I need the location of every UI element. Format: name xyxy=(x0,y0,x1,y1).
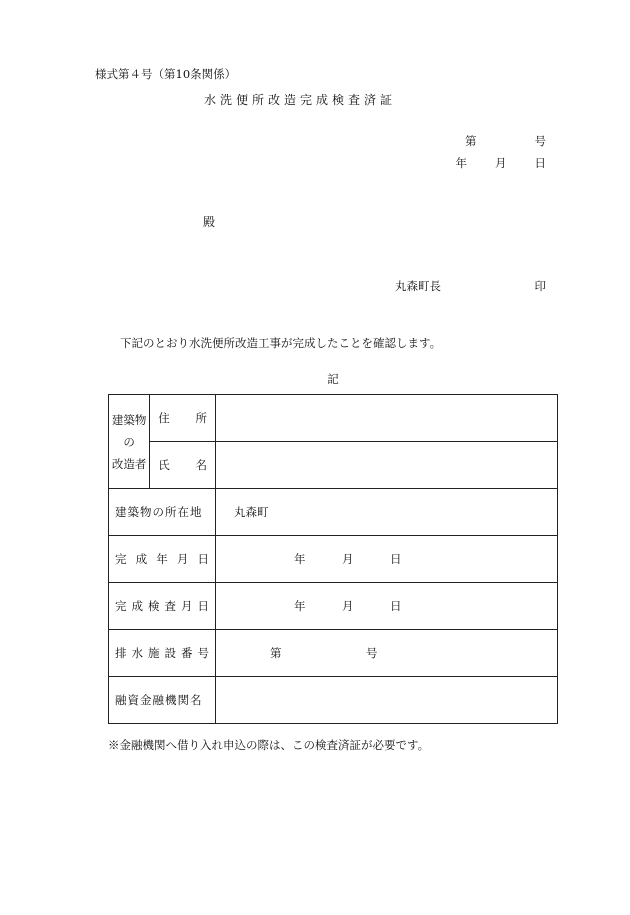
location-label: 建築物の所在地 xyxy=(109,489,216,536)
table-row xyxy=(109,442,558,489)
location-value: 丸森町 xyxy=(234,505,269,519)
month-unit: 月 xyxy=(495,156,507,170)
document-title: 水洗便所改造完成検査済証 xyxy=(203,93,396,107)
document-number-line xyxy=(465,133,546,149)
seal-mark: 印 xyxy=(534,279,546,293)
financing-institution-field[interactable] xyxy=(216,677,558,724)
table-row xyxy=(109,583,558,630)
addressee-suffix: 殿 xyxy=(203,215,216,229)
form-number-label: 様式第４号（第10条関係） xyxy=(95,67,237,81)
footnote: ※金融機関へ借り入れ申込の際は、この検査済証が必要です。 xyxy=(108,738,430,752)
ki-heading: 記 xyxy=(327,372,339,386)
issuer-name: 丸森町長 xyxy=(395,279,441,293)
issue-date-line xyxy=(456,155,547,171)
number-prefix: 第 xyxy=(465,134,477,148)
name-label: 氏 名 xyxy=(150,442,216,489)
address-field[interactable] xyxy=(216,395,558,442)
completion-date-label: 完 成 年 月 日 xyxy=(109,536,216,583)
table-row xyxy=(109,395,558,442)
owner-group-label: 建築物 の 改造者 xyxy=(109,395,150,489)
completion-date-field[interactable]: 年 月 日 xyxy=(216,536,558,583)
address-label: 住 所 xyxy=(150,395,216,442)
table-row xyxy=(109,489,558,536)
drainage-number-label: 排 水 施 設 番 号 xyxy=(109,630,216,677)
name-field[interactable] xyxy=(216,442,558,489)
inspection-date-field[interactable]: 年 月 日 xyxy=(216,583,558,630)
financing-institution-label: 融資金融機関名 xyxy=(109,677,216,724)
body-text: 下記のとおり水洗便所改造工事が完成したことを確認します。 xyxy=(120,336,442,350)
day-unit: 日 xyxy=(534,156,546,170)
location-field[interactable] xyxy=(216,489,558,536)
number-suffix: 号 xyxy=(534,134,546,148)
inspection-date-label: 完 成 検 査 月 日 xyxy=(109,583,216,630)
table-row xyxy=(109,630,558,677)
drainage-number-field[interactable]: 第 号 xyxy=(216,630,558,677)
inspection-details-table xyxy=(108,394,558,724)
table-row xyxy=(109,536,558,583)
table-row xyxy=(109,677,558,724)
year-unit: 年 xyxy=(455,156,467,170)
